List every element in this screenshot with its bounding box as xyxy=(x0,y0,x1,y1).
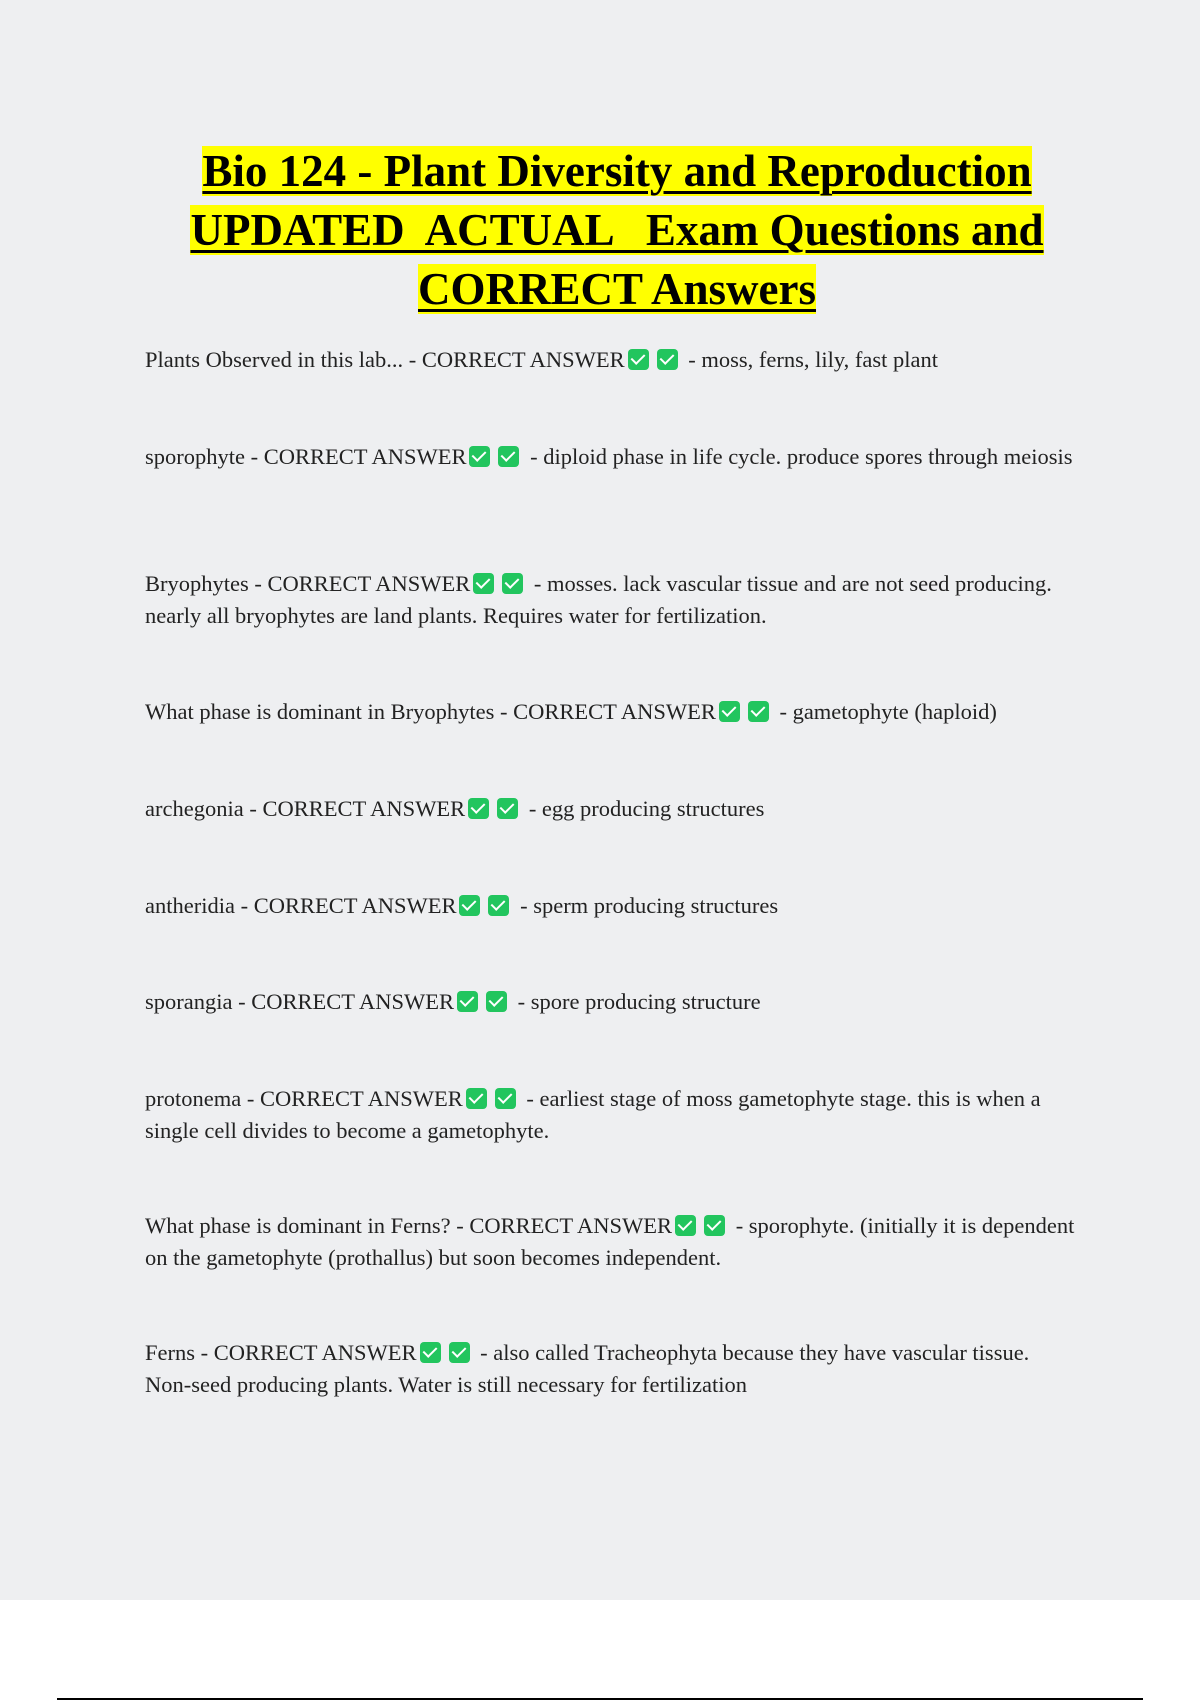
checkmark-icon xyxy=(488,895,509,916)
qa-item xyxy=(145,1337,1075,1401)
answer-text: - mosses. lack vascular tissue and are not seed producing. nearly all bryophytes are land plants. Requires water for fertilization. xyxy=(145,571,1052,628)
answer-marker: CORRECT ANSWER xyxy=(213,1340,417,1365)
answer-marker: CORRECT ANSWER xyxy=(267,571,471,596)
checkmark-icon xyxy=(748,701,769,722)
qa-item xyxy=(145,890,1075,922)
checkmark-icon xyxy=(459,895,480,916)
answer-text: - moss, ferns, lily, fast plant xyxy=(682,347,938,372)
checkmark-icon xyxy=(468,798,489,819)
checkmark-icon xyxy=(628,349,649,370)
checkmark-icon xyxy=(502,573,523,594)
checkmark-icon xyxy=(420,1342,441,1363)
qa-item xyxy=(145,344,1075,376)
answer-text: - spore producing structure xyxy=(511,989,761,1014)
answer-text: - sperm producing structures xyxy=(514,893,779,918)
document-title xyxy=(120,142,1114,319)
checkmark-icon xyxy=(719,701,740,722)
checkmark-icon xyxy=(675,1215,696,1236)
answer-marker: CORRECT ANSWER xyxy=(253,893,457,918)
qa-item xyxy=(145,1210,1075,1274)
question-text: What phase is dominant in Ferns? - xyxy=(145,1213,470,1238)
answer-text: - egg producing structures xyxy=(523,796,765,821)
question-text: archegonia - xyxy=(145,796,263,821)
title-line-3: CORRECT Answers xyxy=(418,264,816,314)
qa-item xyxy=(145,1083,1075,1147)
answer-text: - also called Tracheophyta because they have vascular tissue. Non-seed producing plants. Water is still necessary for fertilization xyxy=(145,1340,1030,1397)
checkmark-icon xyxy=(704,1215,725,1236)
qa-item xyxy=(145,441,1075,473)
checkmark-icon xyxy=(486,991,507,1012)
checkmark-icon xyxy=(466,1088,487,1109)
qa-item xyxy=(145,696,1075,728)
checkmark-icon xyxy=(498,446,519,467)
answer-text: - earliest stage of moss gametophyte stage. this is when a single cell divides to become a gametophyte. xyxy=(145,1086,1041,1143)
question-text: Plants Observed in this lab... - xyxy=(145,347,422,372)
question-text: Ferns - xyxy=(145,1340,214,1365)
answer-text: - sporophyte. (initially it is dependent on the gametophyte (prothallus) but soon becomes independent. xyxy=(145,1213,1075,1270)
question-text: sporophyte - xyxy=(145,444,264,469)
question-text: antheridia - xyxy=(145,893,254,918)
checkmark-icon xyxy=(497,798,518,819)
answer-text: - gametophyte (haploid) xyxy=(773,699,997,724)
checkmark-icon xyxy=(657,349,678,370)
checkmark-icon xyxy=(457,991,478,1012)
answer-text: - diploid phase in life cycle. produce spores through meiosis xyxy=(524,444,1073,469)
question-text: What phase is dominant in Bryophytes - xyxy=(145,699,514,724)
answer-marker: CORRECT ANSWER xyxy=(251,989,454,1014)
answer-marker: CORRECT ANSWER xyxy=(263,444,467,469)
title-line-1: Bio 124 - Plant Diversity and Reproduction xyxy=(202,146,1032,196)
answer-marker: CORRECT ANSWER xyxy=(469,1213,673,1238)
answer-marker: CORRECT ANSWER xyxy=(259,1086,463,1111)
question-text: Bryophytes - xyxy=(145,571,268,596)
qa-item xyxy=(145,568,1075,632)
qa-item xyxy=(145,986,1075,1018)
checkmark-icon xyxy=(495,1088,516,1109)
checkmark-icon xyxy=(473,573,494,594)
checkmark-icon xyxy=(449,1342,470,1363)
answer-marker: CORRECT ANSWER xyxy=(262,796,466,821)
checkmark-icon xyxy=(469,446,490,467)
title-line-2: UPDATED ACTUAL Exam Questions and xyxy=(190,205,1044,255)
question-text: sporangia - xyxy=(145,989,252,1014)
qa-item xyxy=(145,793,1075,825)
answer-marker: CORRECT ANSWER xyxy=(421,347,625,372)
answer-marker: CORRECT ANSWER xyxy=(513,699,716,724)
question-text: protonema - xyxy=(145,1086,260,1111)
